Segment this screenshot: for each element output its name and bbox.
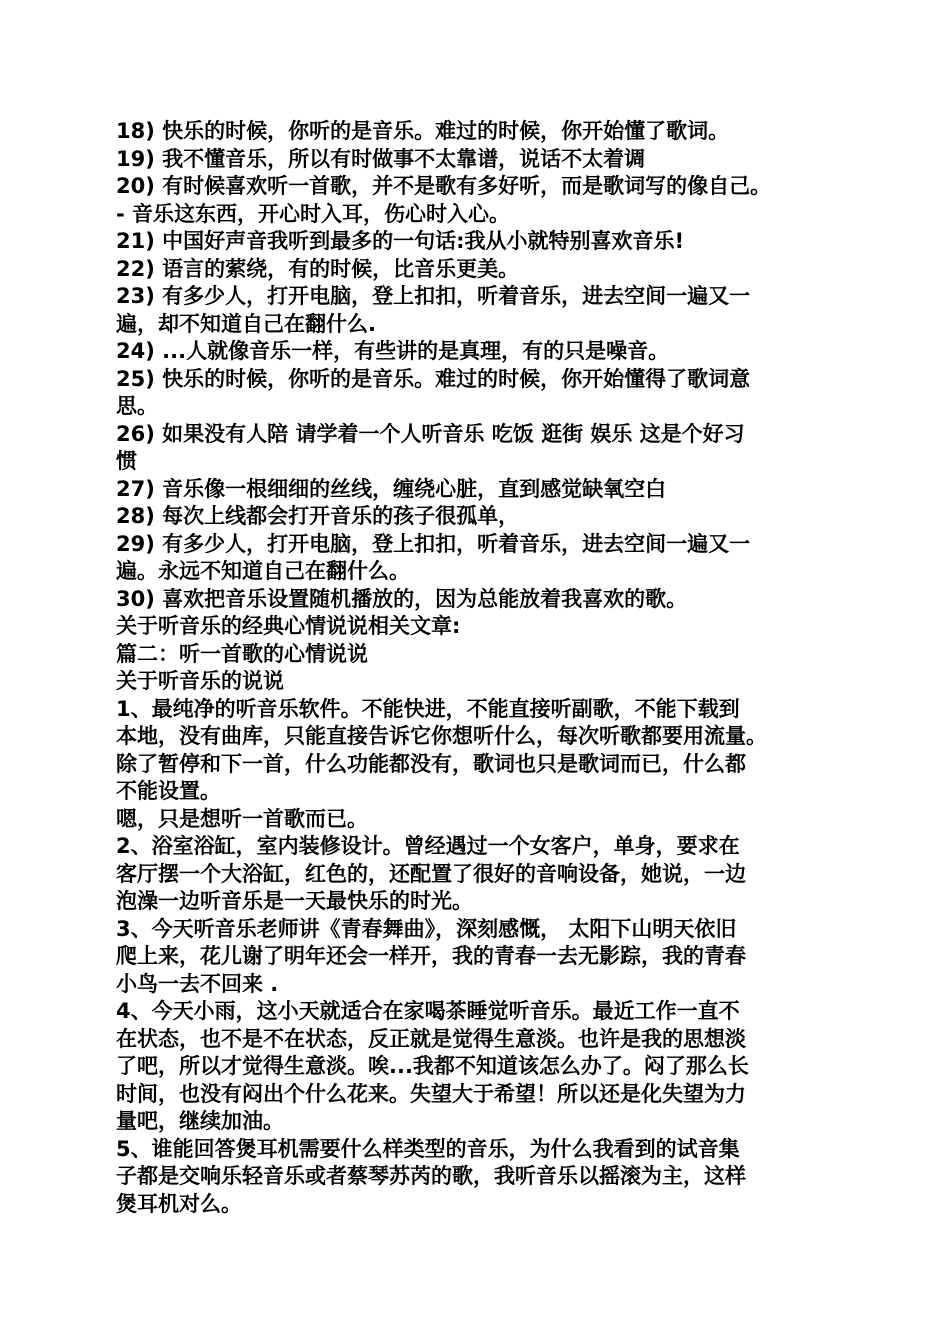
text-line: 嗯，只是想听一首歌而已。 [116, 806, 368, 831]
text-line: 关于听音乐的经典心情说说相关文章: [116, 614, 461, 638]
text-line: 篇二：听一首歌的心情说说 [116, 641, 368, 666]
text-line: 2、浴室浴缸，室内装修设计。曾经遇过一个女客户，单身，要求在 [116, 834, 740, 858]
text-line: 除了暂停和下一首，什么功能都没有，歌词也只是歌词而已，什么都 [116, 751, 746, 776]
text-line: 25) 快乐的时候，你听的是音乐。难过的时候，你开始懂得了歌词意 [116, 366, 751, 391]
text-line: 5、谁能回答煲耳机需要什么样类型的音乐，为什么我看到的试音集 [116, 1136, 740, 1161]
text-line: 子都是交响乐轻音乐或者蔡琴苏芮的歌，我听音乐以摇滚为主，这样 [116, 1164, 746, 1188]
text-line: 4、今天小雨，这小天就适合在家喝茶睡觉听音乐。最近工作一直不 [116, 999, 740, 1023]
text-line: 29) 有多少人，打开电脑，登上扣扣，听着音乐，进去空间一遍又一 [116, 531, 751, 556]
text-line: 在状态，也不是不在状态，反正就是觉得生意淡。也许是我的思想淡 [116, 1026, 746, 1051]
text-line: 时间，也没有闷出个什么花来。失望大于希望！所以还是化失望为力 [116, 1081, 746, 1106]
text-line: 23) 有多少人，打开电脑，登上扣扣，听着音乐，进去空间一遍又一 [116, 284, 751, 308]
text-line: - 音乐这东西，开心时入耳，伤心时入心。 [116, 201, 511, 226]
text-line: 28) 每次上线都会打开音乐的孩子很孤单， [116, 504, 520, 528]
text-line: 21) 中国好声音我听到最多的一句话:我从小就特别喜欢音乐! [116, 229, 685, 253]
text-line: 3、今天听音乐老师讲《青春舞曲》，深刻感慨， 太阳下山明天依旧 [116, 916, 737, 941]
text-line: 30) 喜欢把音乐设置随机播放的，因为总能放着我喜欢的歌。 [116, 586, 688, 611]
text-line: 爬上来，花儿谢了明年还会一样开，我的青春一去无影踪，我的青春 [116, 944, 746, 968]
text-line: 关于听音乐的说说 [116, 669, 284, 693]
text-line: 煲耳机对么。 [116, 1191, 242, 1216]
text-line: 1、最纯净的听音乐软件。不能快进，不能直接听副歌，不能下载到 [116, 696, 740, 721]
text-line: 惯 [116, 449, 137, 473]
text-line: 了吧，所以才觉得生意淡。唉...我都不知道该怎么办了。闷了那么长 [116, 1054, 749, 1078]
text-line: 本地，没有曲库，只能直接告诉它你想听什么，每次听歌都要用流量。 [116, 724, 767, 748]
text-line: 思。 [116, 394, 158, 418]
text-line: 26) 如果没有人陪 请学着一个人听音乐 吃饭 逛街 娱乐 这是个好习 [116, 421, 745, 446]
text-line: 泡澡一边听音乐是一天最快乐的时光。 [116, 889, 473, 913]
text-line: 20) 有时候喜欢听一首歌，并不是歌有多好听，而是歌词写的像自己。 [116, 174, 772, 198]
text-line: 遍，却不知道自己在翻什么. [116, 311, 376, 336]
text-line: 客厅摆一个大浴缸，红色的，还配置了很好的音响设备，她说，一边 [116, 861, 746, 886]
text-line: 量吧，继续加油。 [116, 1109, 284, 1133]
text-line: 27) 音乐像一根细细的丝线，缠绕心脏，直到感觉缺氧空白 [116, 476, 667, 501]
text-line: 不能设置。 [116, 779, 221, 803]
text-line: 19) 我不懂音乐，所以有时做事不太靠谱，说话不太着调 [116, 146, 646, 171]
text-line: 22) 语言的萦绕，有的时候，比音乐更美。 [116, 256, 520, 281]
document-body [116, 118, 846, 1218]
text-line: 24) ...人就像音乐一样，有些讲的是真理，有的只是噪音。 [116, 339, 670, 363]
text-line: 遍。永远不知道自己在翻什么。 [116, 559, 410, 583]
text-line: 小鸟一去不回来 . [116, 971, 279, 996]
text-line: 18) 快乐的时候，你听的是音乐。难过的时候，你开始懂了歌词。 [116, 119, 730, 143]
